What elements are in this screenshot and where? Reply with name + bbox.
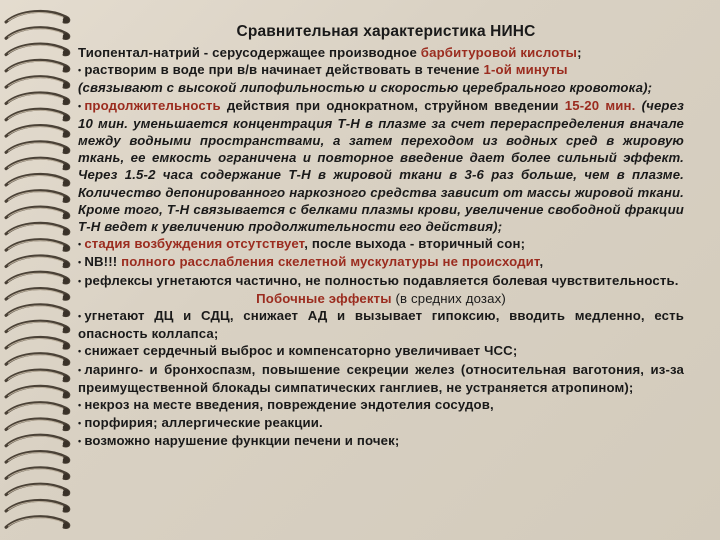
text-segment: ларинго- и бронхоспазм, повышение секреции желез (относительная ваготония, из-за преимущественной блокады симпатических ганглиев, не устраняется атропином); [78, 361, 684, 395]
section-heading [78, 290, 684, 307]
spiral-ring [6, 11, 69, 23]
spiral-ring [6, 386, 69, 398]
bullet-item [78, 396, 684, 414]
spiral-ring [6, 370, 69, 382]
spiral-ring [6, 28, 69, 40]
paragraph-thiopental [78, 44, 684, 61]
bullet-icon: • [78, 239, 82, 250]
text-segment: снижает сердечный выброс и компенсаторно увеличивает ЧСС; [84, 343, 518, 359]
bullet-icon: • [78, 436, 82, 447]
bullet-icon: • [78, 418, 82, 429]
spiral-ring [6, 174, 69, 186]
text-segment: (в средних дозах) [391, 290, 506, 306]
spiral-ring [6, 484, 69, 496]
bullet-item [78, 61, 684, 79]
spiral-ring [6, 126, 69, 138]
spiral-ring [6, 191, 69, 203]
bullet-icon: • [78, 400, 82, 411]
highlight-text: 15-20 мин. [564, 97, 636, 113]
spiral-ring [6, 452, 69, 464]
highlight-text: полного расслабления скелетной мускулатуры не происходит [121, 254, 540, 270]
spiral-binding [0, 0, 86, 540]
spiral-ring [6, 354, 69, 366]
spiral-ring [6, 256, 69, 268]
text-segment: NB!!! [84, 254, 122, 270]
spiral-ring [6, 93, 69, 105]
bullet-icon: • [78, 346, 82, 357]
bullet-item [78, 361, 684, 396]
text-segment: порфирия; аллергические реакции. [84, 415, 323, 431]
spiral-ring [6, 77, 69, 89]
bullet-icon: • [78, 100, 82, 111]
spiral-ring [6, 223, 69, 235]
highlight-text: стадия возбуждения отсутствует [84, 236, 305, 252]
text-segment: угнетают ДЦ и СДЦ, снижает АД и вызывает гипоксию, вводить медленно, есть опасность коллапса; [78, 308, 684, 342]
bullet-item [78, 432, 684, 450]
bullet-item [78, 342, 684, 360]
spiral-ring [6, 60, 69, 72]
bullet-item [78, 307, 684, 342]
spiral-ring [6, 289, 69, 301]
text-segment: , после выхода - вторичный сон; [304, 236, 526, 252]
bullet-icon: • [78, 364, 82, 375]
bullet-icon: • [78, 275, 82, 286]
bullet-icon: • [78, 311, 82, 322]
bullet-icon: • [78, 257, 82, 268]
bullet-icon: • [78, 65, 82, 76]
spiral-ring [6, 517, 69, 529]
spiral-ring [6, 240, 69, 252]
text-segment: растворим в воде при в/в начинает действовать в течение [84, 62, 484, 78]
highlight-text: продолжительность [84, 97, 221, 113]
text-segment: некроз на месте введения, повреждение эндотелия сосудов, [84, 397, 494, 413]
spiral-ring [6, 207, 69, 219]
text-segment: возможно нарушение функции печени и почек; [84, 433, 400, 449]
slide-content [78, 22, 684, 451]
text-segment: ; [577, 45, 582, 60]
spiral-ring [6, 305, 69, 317]
text-segment: рефлексы угнетаются частично, не полностью подавляется болевая чувствительность. [84, 272, 679, 288]
bullet-item [78, 414, 684, 432]
spiral-ring [6, 272, 69, 284]
spiral-ring [6, 500, 69, 512]
text-segment: , [539, 254, 544, 270]
spiral-ring [6, 321, 69, 333]
spiral-ring [6, 337, 69, 349]
spiral-ring [6, 468, 69, 480]
spiral-ring [6, 109, 69, 121]
paragraph-note: (связывают с высокой липофильностью и скоростью церебрального кровотока); [78, 80, 653, 96]
spiral-ring [6, 403, 69, 415]
spiral-ring [6, 44, 69, 56]
highlight-text: Побочные эффекты [256, 290, 392, 306]
spiral-ring [6, 435, 69, 447]
text-segment: действия при однократном, струйном введении [220, 97, 565, 113]
text-segment: Тиопентал-натрий - серусодержащее производное [78, 45, 421, 60]
bullet-item [78, 272, 684, 290]
bullet-item [78, 97, 684, 236]
page-title: Сравнительная характеристика НИНС [236, 23, 536, 40]
spiral-ring [6, 419, 69, 431]
text-segment: (через 10 мин. уменьшается концентрация Т-Н в плазме за счет перераспределения вначале между водными пространствами, а затем переходом из водных сред в жировую ткань, ее емкость ограничена и повторное введение дает более сильный эффект. Через 1.5-2 часа содержание Т-Н в жировой ткани в 3-6 раз больше, чем в плазме. Количество депонированного наркозного средства зависит от массы жировой ткани. Кроме того, Т-Н связывается с белками плазмы крови, увеличение свободной фракции Т-Н ведет к увеличению продолжительности его действия); [78, 97, 685, 235]
highlight-text: барбитуровой кислоты [420, 45, 578, 60]
bullet-item [78, 253, 684, 271]
spiral-ring [6, 158, 69, 170]
spiral-ring [6, 142, 69, 154]
bullet-item [78, 235, 684, 253]
highlight-text: 1-ой минуты [483, 62, 568, 78]
